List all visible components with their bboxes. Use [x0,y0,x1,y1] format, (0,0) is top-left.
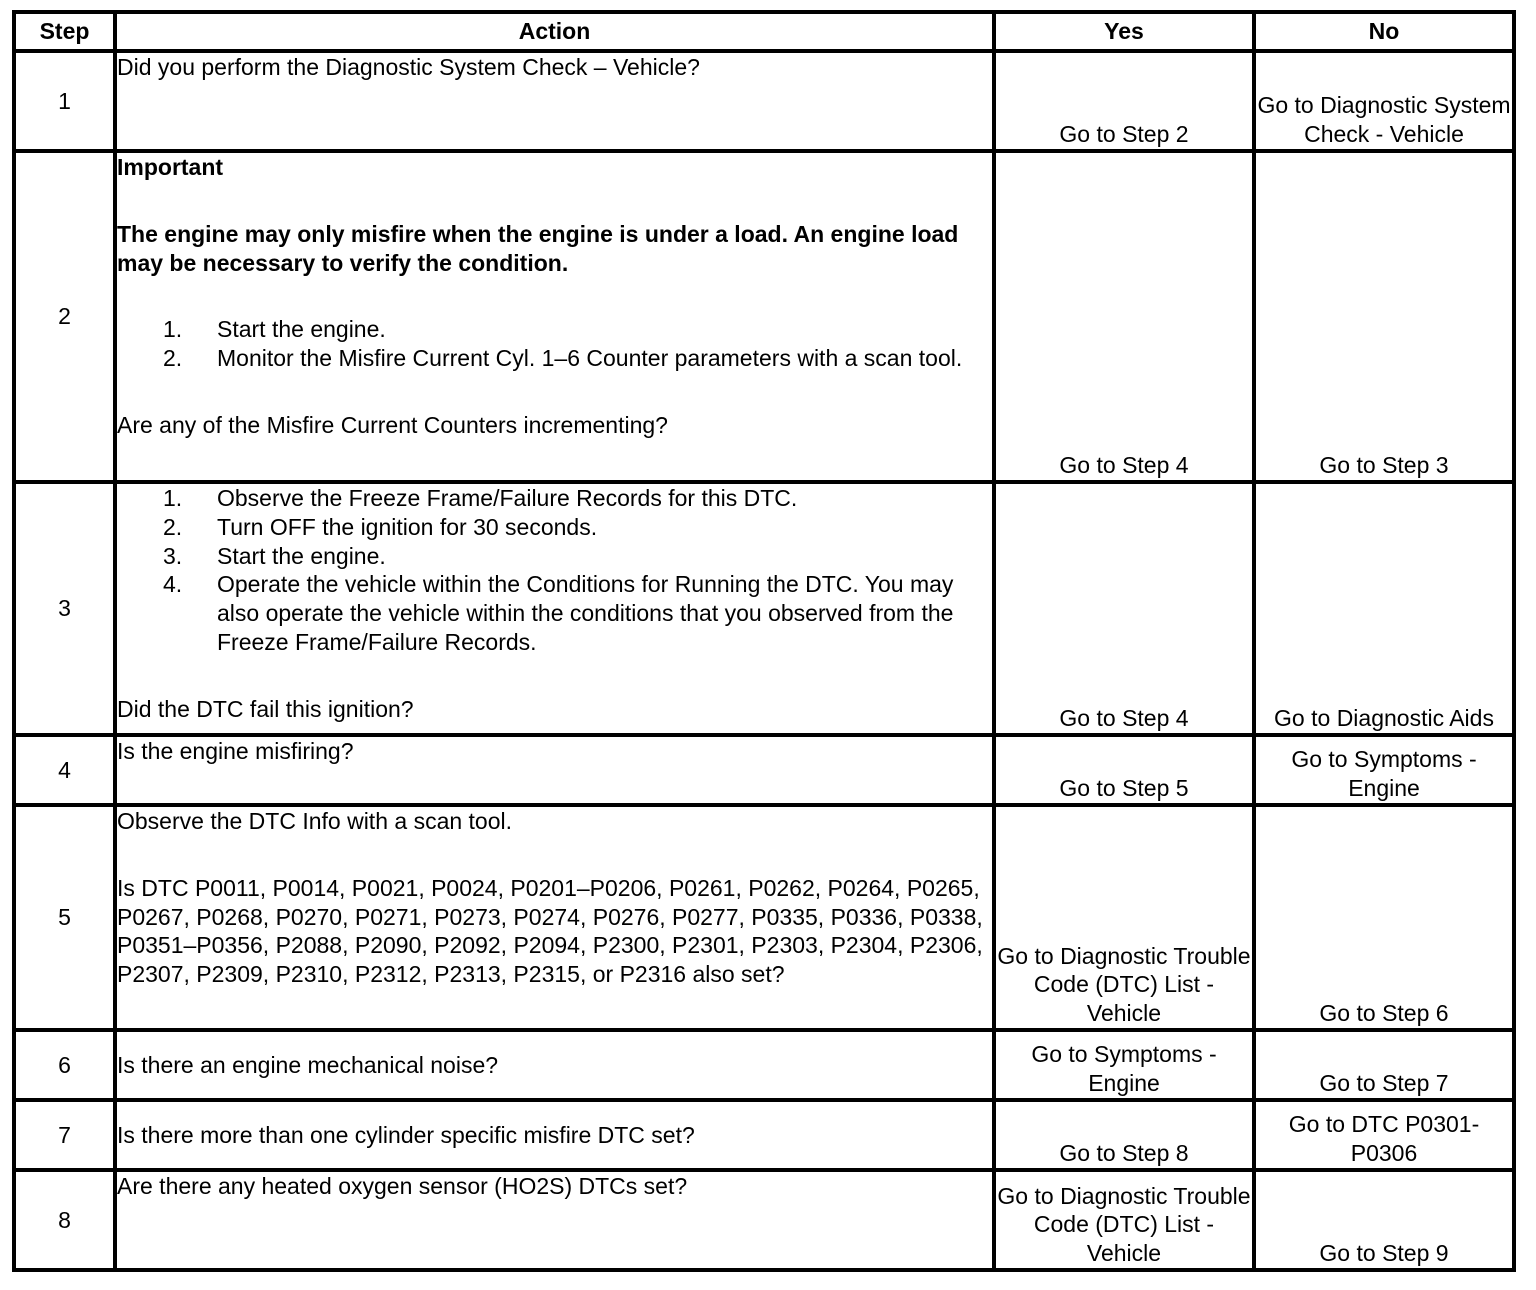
step-number: 4 [14,735,115,805]
yes-cell: Go to Step 8 [994,1100,1254,1170]
header-step: Step [14,12,115,51]
list-item: 2. Monitor the Misfire Current Cyl. 1–6 Counter parameters with a scan tool. [163,345,963,372]
action-question: Is there an engine mechanical noise? [117,1051,499,1078]
action-cell [115,151,994,482]
list-item: 4. Operate the vehicle within the Conditions for Running the DTC. You may also operate the vehicle within the conditions that you observed from the Freeze Frame/Failure Records. [163,571,954,655]
action-cell [115,1030,994,1100]
table-row [14,735,1514,805]
table-header-row [14,12,1514,51]
action-cell [115,482,994,735]
no-cell: Go to Diagnostic Aids [1254,482,1514,735]
header-no: No [1254,12,1514,51]
table-row [14,805,1514,1030]
important-note: The engine may only misfire when the engine is under a load. An engine load may be necessary to verify the condition. [117,220,959,276]
action-question: Did the DTC fail this ignition? [117,695,414,722]
no-cell: Go to Step 6 [1254,805,1514,1030]
step-number: 6 [14,1030,115,1100]
no-cell: Go to Step 7 [1254,1030,1514,1100]
important-label: Important [117,154,224,180]
table-row [14,1170,1514,1270]
yes-cell: Go to Step 4 [994,151,1254,482]
header-yes: Yes [994,12,1254,51]
no-cell: Go to Step 9 [1254,1170,1514,1270]
procedure-list [117,484,992,657]
list-item: 2. Turn OFF the ignition for 30 seconds. [163,513,598,540]
action-cell [115,805,994,1030]
action-cell [115,51,994,151]
table-row [14,51,1514,151]
no-cell: Go to DTC P0301-P0306 [1254,1100,1514,1170]
no-cell: Go to Diagnostic System Check - Vehicle [1254,51,1514,151]
action-question: Is the engine misfiring? [117,738,354,764]
table-row [14,482,1514,735]
list-item: 1. Start the engine. [163,316,386,343]
no-cell: Go to Step 3 [1254,151,1514,482]
action-cell [115,1100,994,1170]
step-number: 3 [14,482,115,735]
step-number: 2 [14,151,115,482]
no-cell: Go to Symptoms - Engine [1254,735,1514,805]
table-row [14,151,1514,482]
step-number: 1 [14,51,115,151]
action-cell [115,1170,994,1270]
yes-cell: Go to Step 2 [994,51,1254,151]
action-question: Did you perform the Diagnostic System Check – Vehicle? [117,54,700,80]
action-question: Are there any heated oxygen sensor (HO2S) DTCs set? [117,1173,688,1199]
yes-cell: Go to Step 4 [994,482,1254,735]
yes-cell: Go to Diagnostic Trouble Code (DTC) List - Vehicle [994,805,1254,1030]
header-action: Action [115,12,994,51]
action-intro: Observe the DTC Info with a scan tool. [117,808,513,834]
list-item: 1. Observe the Freeze Frame/Failure Records for this DTC. [163,485,798,511]
action-question: Is there more than one cylinder specific misfire DTC set? [117,1121,695,1148]
action-question: Are any of the Misfire Current Counters incrementing? [117,411,668,438]
list-item: 3. Start the engine. [163,542,386,569]
step-number: 7 [14,1100,115,1170]
yes-cell: Go to Diagnostic Trouble Code (DTC) List - Vehicle [994,1170,1254,1270]
action-cell [115,735,994,805]
action-question: Is DTC P0011, P0014, P0021, P0024, P0201–P0206, P0261, P0262, P0264, P0265, P0267, P0268, P0270, P0271, P0273, P0274, P0276, P0277, P0335, P0336, P0338, P0351–P0356, P2088, P2090, P2092, P2094, P2300, P2301, P2303, P2304, P2306, P2307, P2309, P2310, P2312, P2313, P2315, or P2316 also set? [117,874,983,988]
table-row [14,1100,1514,1170]
table-row [14,1030,1514,1100]
diagnostic-table [12,10,1516,1272]
step-number: 8 [14,1170,115,1270]
step-number: 5 [14,805,115,1030]
procedure-list [117,315,992,373]
yes-cell: Go to Step 5 [994,735,1254,805]
yes-cell: Go to Symptoms - Engine [994,1030,1254,1100]
